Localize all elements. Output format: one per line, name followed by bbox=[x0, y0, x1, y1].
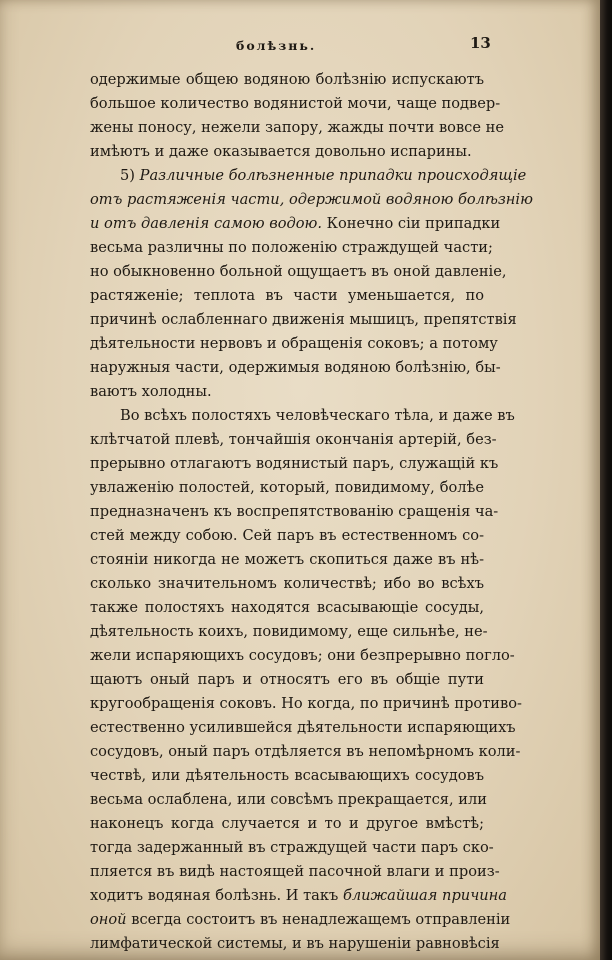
text-line bbox=[90, 644, 515, 668]
text-line bbox=[90, 140, 484, 164]
text-line bbox=[90, 500, 499, 524]
text-line bbox=[90, 92, 501, 116]
italic-text: отъ растяженія части, одержимой водяною болѣзнію bbox=[90, 191, 533, 208]
text-segment: Во всѣхъ полостяхъ человѣческаго тѣла, и даже въ bbox=[120, 407, 515, 424]
text-line bbox=[90, 716, 516, 740]
text-line bbox=[90, 620, 488, 644]
text-segment: но обыкновенно больной ощущаетъ въ оной давленіе, bbox=[90, 263, 507, 280]
text-segment: жены поносу, нежели запору, жажды почти вовсе не bbox=[90, 119, 504, 136]
text-line bbox=[90, 428, 497, 452]
text-segment: наружныя части, одержимыя водяною болѣзнію, бы- bbox=[90, 359, 501, 376]
text-line bbox=[90, 404, 515, 428]
text-line bbox=[90, 596, 484, 620]
paragraph bbox=[90, 404, 522, 956]
text-line bbox=[90, 236, 493, 260]
text-segment: тогда задержанный въ страждущей части паръ ско- bbox=[90, 839, 494, 856]
text-segment: большое количество водянистой мочи, чаще подвер- bbox=[90, 95, 501, 112]
page-edge-shadow bbox=[600, 0, 612, 960]
text-line bbox=[90, 356, 501, 380]
text-segment: жели испаряющихъ сосудовъ; они безпрерывно погло- bbox=[90, 647, 515, 664]
paragraph bbox=[90, 164, 533, 404]
text-line bbox=[90, 692, 522, 716]
text-segment: сосудовъ, оный паръ отдѣляется въ непомѣрномъ коли- bbox=[90, 743, 521, 760]
text-line bbox=[90, 908, 511, 932]
text-segment: весьма ослаблена, или совсѣмъ прекращается, или bbox=[90, 791, 488, 808]
text-segment: 5) bbox=[120, 167, 140, 184]
text-segment: одержимые общею водяною болѣзнію испускаютъ bbox=[90, 71, 484, 88]
text-line bbox=[90, 932, 500, 956]
page-number: 13 bbox=[470, 34, 491, 52]
italic-text: ближайшая причина bbox=[342, 887, 507, 904]
text-line bbox=[90, 284, 484, 308]
text-line bbox=[90, 836, 494, 860]
text-segment: кругообращенія соковъ. Но когда, по причинѣ противо- bbox=[90, 695, 522, 712]
text-segment: стей между собою. Сей паръ въ естественномъ со- bbox=[90, 527, 484, 544]
paragraph bbox=[90, 68, 504, 164]
text-segment: наконецъ когда случается и то и другое вмѣстѣ; bbox=[90, 815, 484, 832]
text-line bbox=[90, 452, 499, 476]
text-line bbox=[90, 884, 507, 908]
text-line bbox=[90, 188, 533, 212]
text-segment: также полостяхъ находятся всасывающіе сосуды, bbox=[90, 599, 484, 616]
text-line bbox=[90, 68, 484, 92]
text-line bbox=[90, 740, 521, 764]
text-line bbox=[90, 668, 484, 692]
text-segment: стояніи никогда не можетъ скопиться даже въ нѣ- bbox=[90, 551, 484, 568]
text-line bbox=[90, 572, 484, 596]
text-segment: имѣютъ и даже оказывается довольно испарины. bbox=[90, 143, 472, 160]
text-line bbox=[90, 524, 484, 548]
text-segment: ходитъ водяная болѣзнь. И такъ bbox=[90, 887, 343, 904]
text-line bbox=[90, 308, 517, 332]
text-line bbox=[90, 164, 527, 188]
text-segment: прерывно отлагаютъ водянистый паръ, служащій къ bbox=[90, 455, 499, 472]
text-segment: причинѣ ослабленнаго движенія мышицъ, препятствія bbox=[90, 311, 517, 328]
text-line bbox=[90, 116, 504, 140]
text-line bbox=[90, 548, 484, 572]
text-segment: клѣтчатой плевѣ, тончайшія окончанія артерій, без- bbox=[90, 431, 497, 448]
text-segment: весьма различны по положенію страждущей части; bbox=[90, 239, 493, 256]
text-segment: пляется въ видѣ настоящей пасочной влаги и произ- bbox=[90, 863, 500, 880]
text-segment: щаютъ оный паръ и относятъ его въ общіе пути bbox=[90, 671, 484, 688]
body-text bbox=[90, 68, 533, 956]
text-segment: дѣятельность коихъ, повидимому, еще сильнѣе, не- bbox=[90, 623, 488, 640]
text-segment: Конечно сіи припадки bbox=[322, 215, 501, 232]
text-segment: естественно усилившейся дѣятельности испаряющихъ bbox=[90, 719, 516, 736]
text-line bbox=[90, 332, 498, 356]
text-line bbox=[90, 764, 484, 788]
text-segment: сколько значительномъ количествѣ; ибо во всѣхъ bbox=[90, 575, 484, 592]
italic-text: оной bbox=[90, 911, 127, 928]
italic-text: Различные болѣзненные припадки происходящіе bbox=[139, 167, 527, 184]
text-segment: всегда состоитъ въ ненадлежащемъ отправленіи bbox=[126, 911, 511, 928]
text-segment: ваютъ холодны. bbox=[90, 383, 212, 400]
text-line bbox=[90, 788, 488, 812]
text-segment: дѣятельности нервовъ и обращенія соковъ; а потому bbox=[90, 335, 498, 352]
running-head bbox=[0, 34, 600, 58]
text-segment: растяженіе; теплота въ части уменьшается, по bbox=[90, 287, 484, 304]
text-line bbox=[90, 212, 501, 236]
running-head-title: болѣзнь. bbox=[236, 38, 317, 53]
text-segment: увлаженію полостей, который, повидимому, болѣе bbox=[90, 479, 484, 496]
italic-text: и отъ давленія самою водою. bbox=[90, 215, 323, 232]
text-line bbox=[90, 812, 484, 836]
text-segment: предназначенъ къ воспрепятствованію сращенія ча- bbox=[90, 503, 499, 520]
text-line bbox=[90, 860, 500, 884]
text-line bbox=[90, 260, 507, 284]
text-line bbox=[90, 476, 484, 500]
text-segment: чествѣ, или дѣятельность всасывающихъ сосудовъ bbox=[90, 767, 484, 784]
text-line bbox=[90, 380, 484, 404]
text-segment: лимфатической системы, и въ нарушеніи равновѣсія bbox=[90, 935, 500, 952]
